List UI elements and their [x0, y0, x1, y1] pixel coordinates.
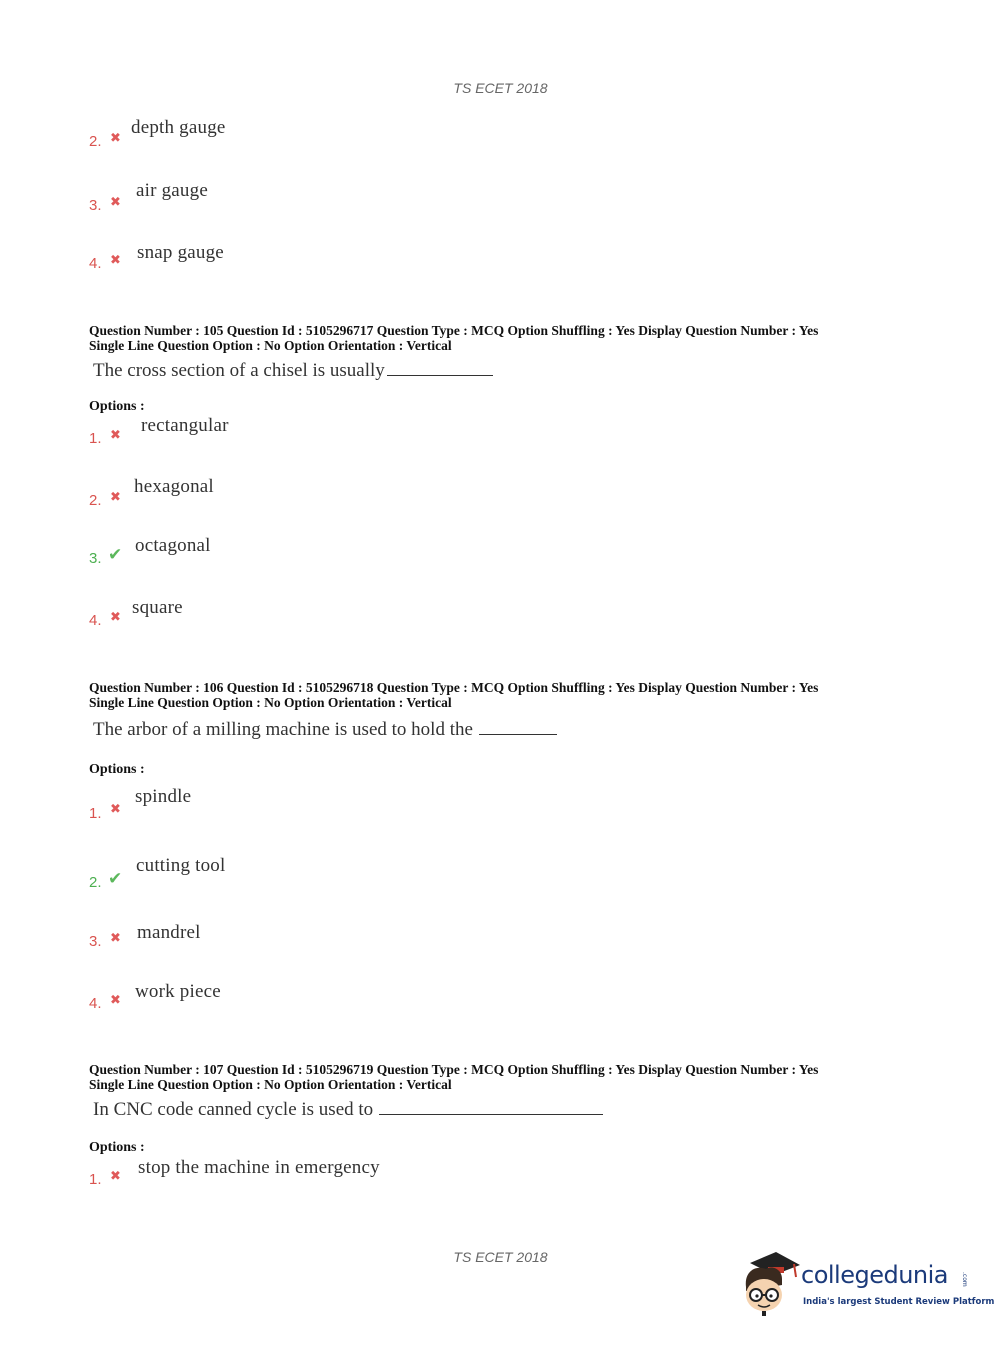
- question-text-line: [93, 719, 557, 741]
- option-text: snap gauge: [137, 242, 224, 263]
- logo-name: collegedunia: [801, 1261, 949, 1289]
- option-text: cutting tool: [136, 855, 226, 876]
- question-meta-line2: Single Line Question Option : No Option Orientation : Vertical: [89, 695, 452, 710]
- option-number: 1.: [89, 1171, 102, 1188]
- check-icon: ✔: [108, 545, 123, 565]
- question-meta: Question Number : 107 Question Id : 5105296719 Question Type : MCQ Option Shuffling : Yes Display Question Number : Yes: [89, 1062, 819, 1077]
- options-label: Options :: [89, 762, 145, 777]
- cross-icon: ✖: [110, 131, 121, 146]
- cross-icon: ✖: [110, 195, 121, 210]
- option-text: spindle: [135, 786, 192, 807]
- answer-blank: [479, 733, 557, 735]
- cross-icon: ✖: [110, 490, 121, 505]
- mascot-icon: [742, 1247, 802, 1317]
- question-meta-line2: Single Line Question Option : No Option Orientation : Vertical: [89, 338, 452, 353]
- option-number: 4.: [89, 255, 102, 272]
- option-number: 2.: [89, 874, 102, 891]
- question-text: The arbor of a milling machine is used to hold the: [93, 719, 473, 740]
- cross-icon: ✖: [110, 253, 121, 268]
- option-text: depth gauge: [131, 117, 226, 138]
- option-text: octagonal: [135, 535, 211, 556]
- answer-blank: [379, 1113, 603, 1115]
- options-label: Options :: [89, 399, 145, 414]
- option-text: work piece: [135, 981, 221, 1002]
- answer-blank: [387, 374, 493, 376]
- option-number: 1.: [89, 805, 102, 822]
- collegedunia-logo: [742, 1247, 995, 1317]
- question-text: The cross section of a chisel is usually: [93, 360, 385, 381]
- page-header: TS ECET 2018: [453, 80, 548, 96]
- option-number: 2.: [89, 133, 102, 150]
- question-text-line: [93, 360, 493, 382]
- cross-icon: ✖: [110, 428, 121, 443]
- cross-icon: ✖: [110, 802, 121, 817]
- option-text: rectangular: [141, 415, 229, 436]
- question-text-line: [93, 1099, 603, 1121]
- option-number: 3.: [89, 933, 102, 950]
- option-number: 2.: [89, 492, 102, 509]
- cross-icon: ✖: [110, 931, 121, 946]
- options-label: Options :: [89, 1140, 145, 1155]
- page-footer: TS ECET 2018: [453, 1249, 548, 1265]
- option-text: stop the machine in emergency: [138, 1157, 380, 1178]
- question-meta-line2: Single Line Question Option : No Option Orientation : Vertical: [89, 1077, 452, 1092]
- option-text: mandrel: [137, 922, 201, 943]
- logo-tagline: India's largest Student Review Platform: [803, 1297, 995, 1307]
- cross-icon: ✖: [110, 993, 121, 1008]
- option-number: 3.: [89, 197, 102, 214]
- question-meta: Question Number : 106 Question Id : 5105296718 Question Type : MCQ Option Shuffling : Yes Display Question Number : Yes: [89, 680, 819, 695]
- question-meta: Question Number : 105 Question Id : 5105296717 Question Type : MCQ Option Shuffling : Yes Display Question Number : Yes: [89, 323, 819, 338]
- check-icon: ✔: [108, 869, 123, 889]
- question-text: In CNC code canned cycle is used to: [93, 1099, 374, 1120]
- option-text: air gauge: [136, 180, 208, 201]
- option-number: 4.: [89, 995, 102, 1012]
- option-number: 1.: [89, 430, 102, 447]
- option-number: 3.: [89, 550, 102, 567]
- cross-icon: ✖: [110, 610, 121, 625]
- option-number: 4.: [89, 612, 102, 629]
- logo-suffix: .com: [961, 1272, 968, 1287]
- option-text: hexagonal: [134, 476, 214, 497]
- cross-icon: ✖: [110, 1169, 121, 1184]
- option-text: square: [132, 597, 183, 618]
